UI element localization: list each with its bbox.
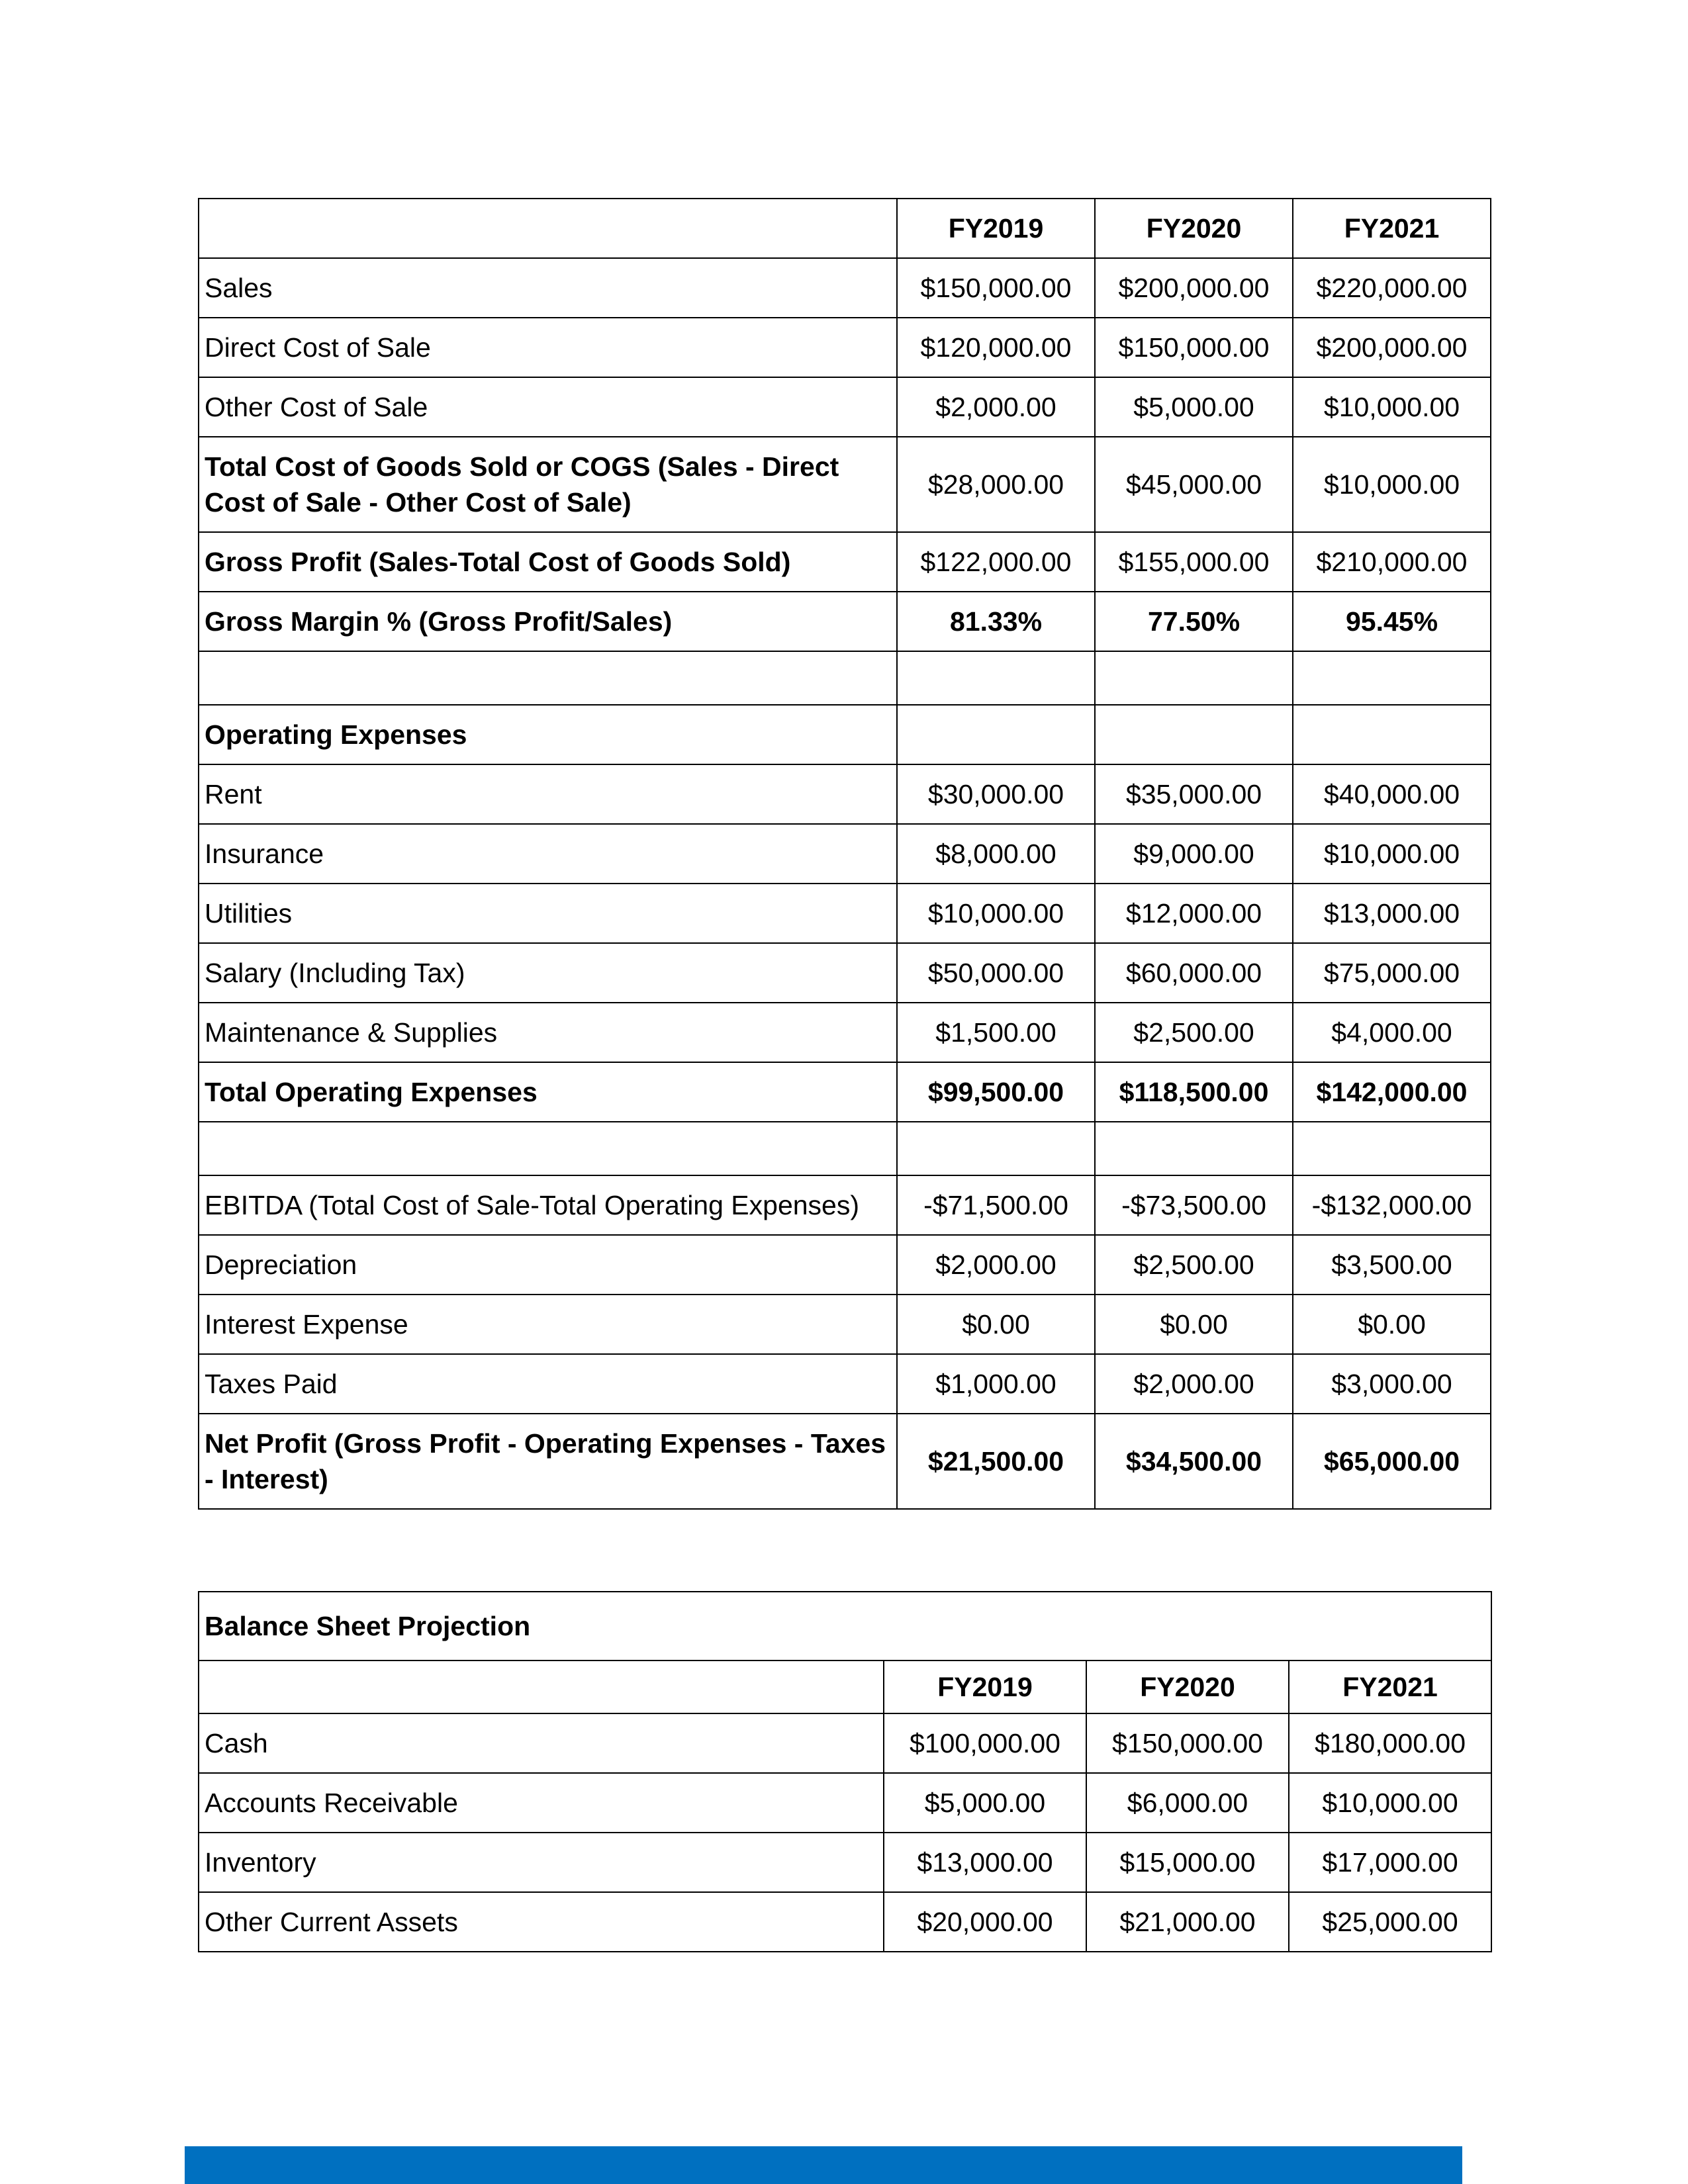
row-label: Gross Profit (Sales-Total Cost of Goods Sold)	[199, 532, 897, 592]
year-header: FY2021	[1293, 199, 1491, 258]
table-row	[199, 943, 1491, 1003]
row-value: $60,000.00	[1095, 943, 1293, 1003]
balance-sheet-title: Balance Sheet Projection	[199, 1592, 1491, 1661]
table-row	[199, 764, 1491, 824]
year-header: FY2019	[884, 1661, 1086, 1713]
row-label: Insurance	[199, 824, 897, 884]
row-value	[1293, 1122, 1491, 1175]
row-value	[1095, 651, 1293, 705]
row-value	[1293, 651, 1491, 705]
row-value: $65,000.00	[1293, 1414, 1491, 1509]
row-value: $200,000.00	[1293, 318, 1491, 377]
row-value: $0.00	[1095, 1295, 1293, 1354]
row-label: Depreciation	[199, 1235, 897, 1295]
row-label: Interest Expense	[199, 1295, 897, 1354]
table-row	[199, 824, 1491, 884]
row-value: $2,500.00	[1095, 1003, 1293, 1062]
row-value	[897, 705, 1095, 764]
row-label: Other Current Assets	[199, 1892, 884, 1952]
row-value: $2,000.00	[897, 377, 1095, 437]
row-value: $25,000.00	[1289, 1892, 1491, 1952]
footer-bar	[185, 2146, 1462, 2184]
row-value	[897, 1122, 1095, 1175]
table-row	[199, 1773, 1491, 1833]
row-label: Net Profit (Gross Profit - Operating Expenses - Taxes - Interest)	[199, 1414, 897, 1509]
table-row	[199, 258, 1491, 318]
row-label: Total Cost of Goods Sold or COGS (Sales - Direct Cost of Sale - Other Cost of Sale)	[199, 437, 897, 532]
header-blank-cell	[199, 199, 897, 258]
row-label: Utilities	[199, 884, 897, 943]
row-value: -$73,500.00	[1095, 1175, 1293, 1235]
row-value: $21,000.00	[1086, 1892, 1289, 1952]
row-value: $28,000.00	[897, 437, 1095, 532]
row-value: $6,000.00	[1086, 1773, 1289, 1833]
row-value: $35,000.00	[1095, 764, 1293, 824]
table-row	[199, 1235, 1491, 1295]
table-header-row	[199, 1661, 1491, 1713]
row-value: $13,000.00	[1293, 884, 1491, 943]
table-row	[199, 1122, 1491, 1175]
row-value: $21,500.00	[897, 1414, 1095, 1509]
row-value: $10,000.00	[1293, 437, 1491, 532]
row-value: $45,000.00	[1095, 437, 1293, 532]
table-row	[199, 1175, 1491, 1235]
row-value: $15,000.00	[1086, 1833, 1289, 1892]
row-value: $10,000.00	[1293, 824, 1491, 884]
row-value: $10,000.00	[1293, 377, 1491, 437]
row-value: $1,500.00	[897, 1003, 1095, 1062]
row-value: $200,000.00	[1095, 258, 1293, 318]
row-value: $3,500.00	[1293, 1235, 1491, 1295]
section-heading: Operating Expenses	[199, 705, 897, 764]
income-statement-table	[198, 198, 1491, 1510]
row-value	[1095, 705, 1293, 764]
row-value: $8,000.00	[897, 824, 1095, 884]
table-header-row	[199, 199, 1491, 258]
row-label: Gross Margin % (Gross Profit/Sales)	[199, 592, 897, 651]
balance-title-row	[199, 1592, 1491, 1661]
row-value	[1293, 705, 1491, 764]
table-row	[199, 1003, 1491, 1062]
table-row	[199, 1295, 1491, 1354]
row-label: Inventory	[199, 1833, 884, 1892]
row-label: Direct Cost of Sale	[199, 318, 897, 377]
row-value: $9,000.00	[1095, 824, 1293, 884]
row-label: Accounts Receivable	[199, 1773, 884, 1833]
balance-sheet-table	[198, 1591, 1492, 1952]
table-row	[199, 592, 1491, 651]
row-value	[1095, 1122, 1293, 1175]
row-label	[199, 651, 897, 705]
row-value: $0.00	[897, 1295, 1095, 1354]
row-value: $50,000.00	[897, 943, 1095, 1003]
row-value: $118,500.00	[1095, 1062, 1293, 1122]
row-label: Total Operating Expenses	[199, 1062, 897, 1122]
table-row	[199, 377, 1491, 437]
table-row	[199, 1414, 1491, 1509]
row-value: $10,000.00	[897, 884, 1095, 943]
row-value: $17,000.00	[1289, 1833, 1491, 1892]
row-value: $122,000.00	[897, 532, 1095, 592]
row-value: $142,000.00	[1293, 1062, 1491, 1122]
row-value: $1,000.00	[897, 1354, 1095, 1414]
row-label	[199, 1122, 897, 1175]
row-value: $2,500.00	[1095, 1235, 1293, 1295]
table-row	[199, 705, 1491, 764]
row-value: $120,000.00	[897, 318, 1095, 377]
row-label: Taxes Paid	[199, 1354, 897, 1414]
table-row	[199, 1892, 1491, 1952]
table-row	[199, 532, 1491, 592]
row-value: 81.33%	[897, 592, 1095, 651]
row-value: $30,000.00	[897, 764, 1095, 824]
row-value: $3,000.00	[1293, 1354, 1491, 1414]
row-value: $12,000.00	[1095, 884, 1293, 943]
row-label: Cash	[199, 1713, 884, 1773]
row-label: EBITDA (Total Cost of Sale-Total Operating Expenses)	[199, 1175, 897, 1235]
table-row	[199, 1354, 1491, 1414]
table-row	[199, 1062, 1491, 1122]
table-row	[199, 1833, 1491, 1892]
table-row	[199, 1713, 1491, 1773]
row-value: $5,000.00	[884, 1773, 1086, 1833]
row-value: 95.45%	[1293, 592, 1491, 651]
table-row	[199, 437, 1491, 532]
row-label: Sales	[199, 258, 897, 318]
row-value: $100,000.00	[884, 1713, 1086, 1773]
row-value	[897, 651, 1095, 705]
row-value: $34,500.00	[1095, 1414, 1293, 1509]
row-value: $155,000.00	[1095, 532, 1293, 592]
row-label: Salary (Including Tax)	[199, 943, 897, 1003]
row-value: $4,000.00	[1293, 1003, 1491, 1062]
table-row	[199, 318, 1491, 377]
row-value: $180,000.00	[1289, 1713, 1491, 1773]
row-value: $150,000.00	[1086, 1713, 1289, 1773]
row-value: 77.50%	[1095, 592, 1293, 651]
row-value: $5,000.00	[1095, 377, 1293, 437]
row-value: $2,000.00	[1095, 1354, 1293, 1414]
row-label: Maintenance & Supplies	[199, 1003, 897, 1062]
row-value: $13,000.00	[884, 1833, 1086, 1892]
row-value: $0.00	[1293, 1295, 1491, 1354]
header-blank-cell	[199, 1661, 884, 1713]
year-header: FY2020	[1086, 1661, 1289, 1713]
year-header: FY2020	[1095, 199, 1293, 258]
year-header: FY2021	[1289, 1661, 1491, 1713]
row-label: Other Cost of Sale	[199, 377, 897, 437]
row-value: -$132,000.00	[1293, 1175, 1491, 1235]
row-value: -$71,500.00	[897, 1175, 1095, 1235]
table-row	[199, 884, 1491, 943]
row-value: $150,000.00	[1095, 318, 1293, 377]
row-value: $2,000.00	[897, 1235, 1095, 1295]
row-value: $220,000.00	[1293, 258, 1491, 318]
table-row	[199, 651, 1491, 705]
row-label: Rent	[199, 764, 897, 824]
row-value: $210,000.00	[1293, 532, 1491, 592]
row-value: $20,000.00	[884, 1892, 1086, 1952]
row-value: $150,000.00	[897, 258, 1095, 318]
row-value: $75,000.00	[1293, 943, 1491, 1003]
row-value: $40,000.00	[1293, 764, 1491, 824]
row-value: $99,500.00	[897, 1062, 1095, 1122]
year-header: FY2019	[897, 199, 1095, 258]
row-value: $10,000.00	[1289, 1773, 1491, 1833]
